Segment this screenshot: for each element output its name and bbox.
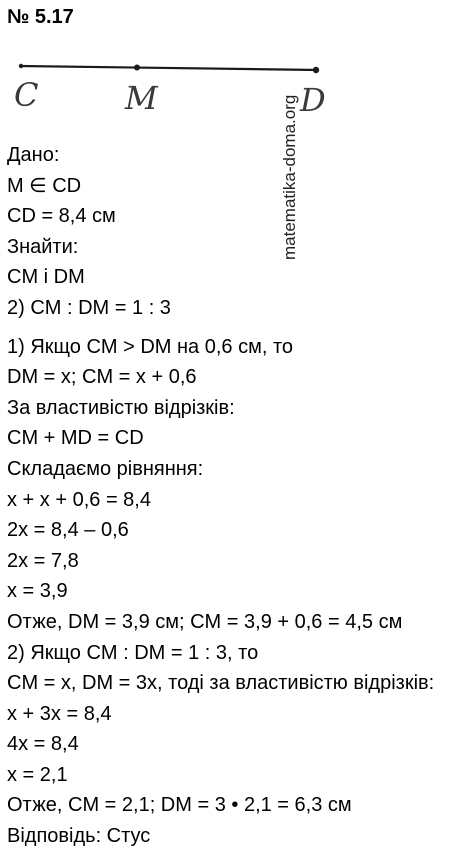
label-d: D (300, 81, 326, 119)
segment-cd (20, 66, 318, 70)
solution-line: 4x = 8,4 (7, 733, 79, 756)
solution-line: x + 3x = 8,4 (7, 702, 112, 725)
watermark-text: matematika-doma.org (280, 94, 299, 260)
label-m: M (125, 79, 158, 117)
point-c (19, 64, 23, 68)
solution-line: x = 3,9 (7, 580, 68, 603)
spacer (7, 324, 434, 332)
solution-text (7, 140, 434, 852)
find-line: CM і DM (7, 266, 85, 289)
solution-line: 2x = 8,4 – 0,6 (7, 519, 129, 542)
solution-line: 1) Якщо CM > DM на 0,6 см, то (7, 335, 294, 358)
solution-line: x = 2,1 (7, 763, 68, 786)
given-line: M ∈ CD (7, 174, 82, 197)
solution-line: 2) Якщо CM : DM = 1 : 3, то (7, 641, 259, 664)
find-heading: Знайти: (7, 235, 79, 258)
solution-line: За властивістю відрізків: (7, 396, 235, 419)
given-heading: Дано: (7, 144, 60, 166)
problem-number: № 5.17 (7, 6, 74, 28)
solution-line: CM = x, DM = 3x, тоді за властивістю відрізків: (7, 672, 435, 695)
solution-line: Складаємо рівняння: (7, 457, 204, 480)
solution-line: Отже, CM = 2,1; DM = 3 • 2,1 = 6,3 см (7, 794, 352, 817)
answer-line: Відповідь: Стус (7, 825, 151, 848)
label-c: C (14, 76, 39, 114)
point-d (313, 67, 319, 73)
solution-line: x + x + 0,6 = 8,4 (7, 488, 151, 511)
point-m (134, 65, 140, 71)
solution-line: DM = x; CM = x + 0,6 (7, 366, 197, 389)
solution-line: CM + MD = CD (7, 427, 144, 450)
solution-line: Отже, DM = 3,9 см; CM = 3,9 + 0,6 = 4,5 см (7, 610, 403, 633)
find-line: 2) CM : DM = 1 : 3 (7, 296, 171, 319)
solution-line: 2x = 7,8 (7, 549, 79, 572)
given-line: CD = 8,4 см (7, 205, 116, 228)
